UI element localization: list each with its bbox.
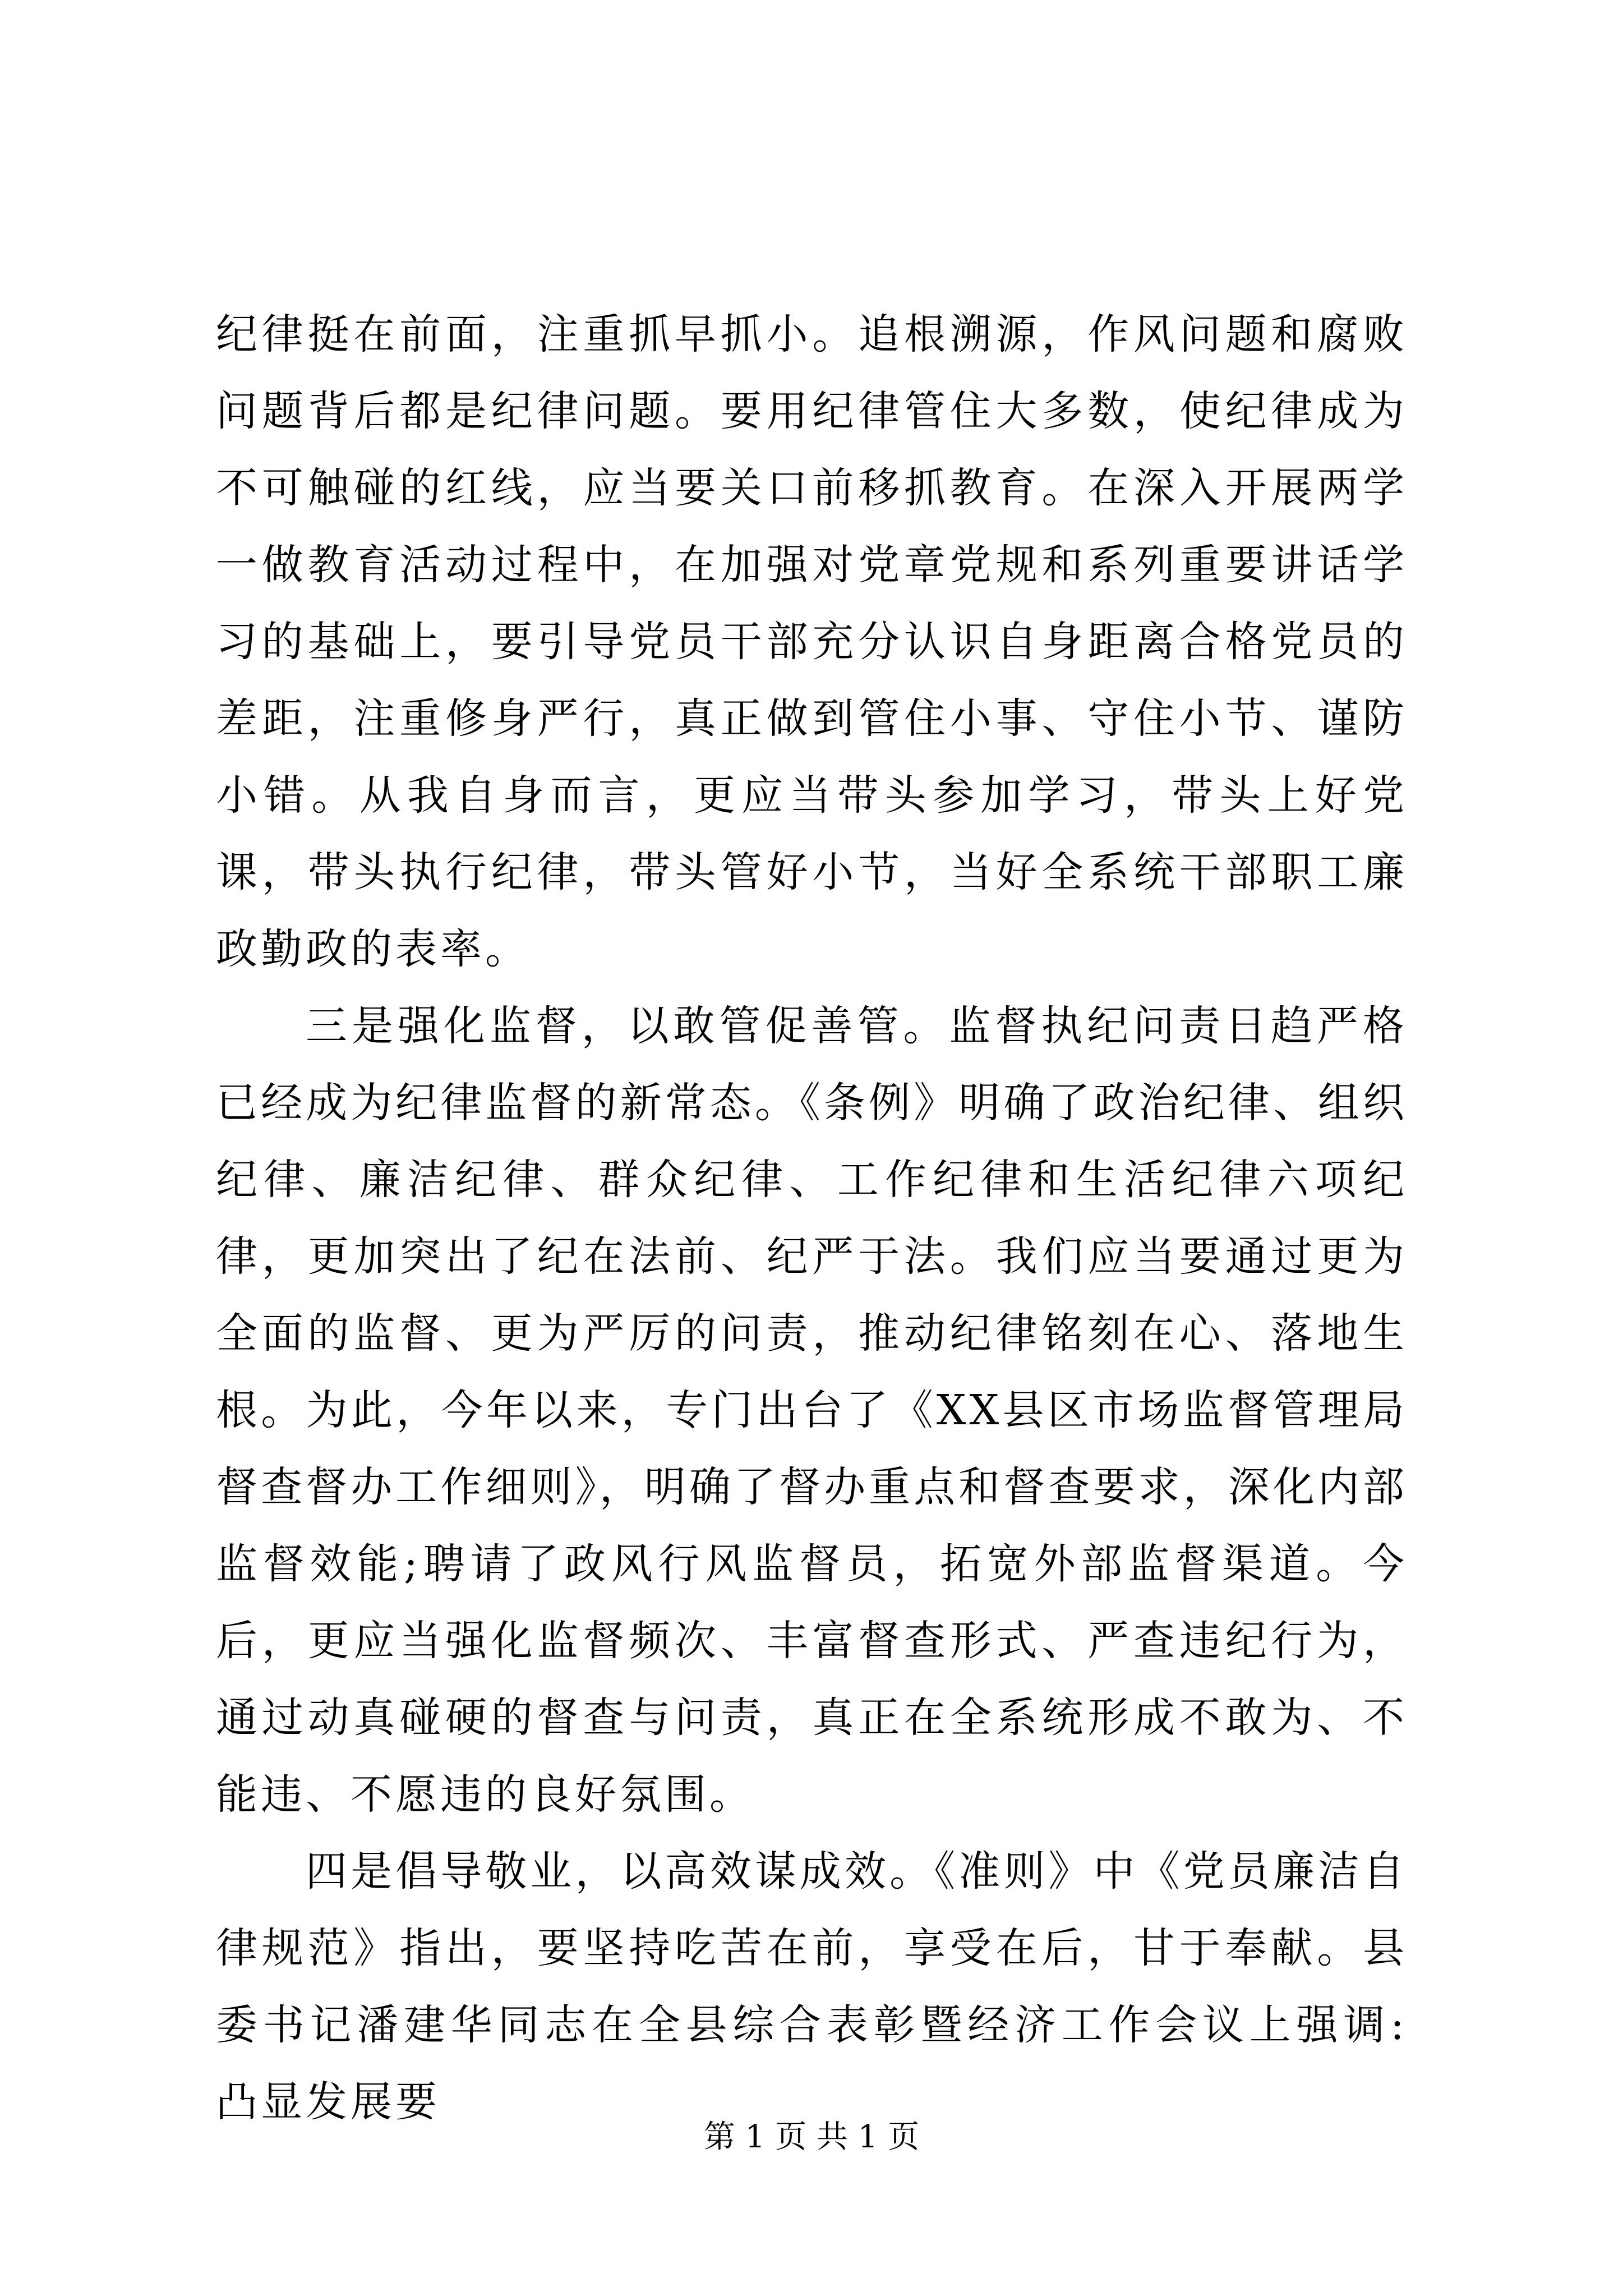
paragraph-2: 三是强化监督，以敢管促善管。监督执纪问责日趋严格已经成为纪律监督的新常态。《条例》明确了政治纪律、组织纪律、廉洁纪律、群众纪律、工作纪律和生活纪律六项纪律，更加突出了纪在法前、纪严于法。我们应当要通过更为全面的监督、更为严厉的问责，推动纪律铭刻在心、落地生根。为此，今年以来，专门出台了《XX县区市场监督管理局督查督办工作细则》，明确了督办重点和督查要求，深化内部监督效能;聘请了政风行风监督员，拓宽外部监督渠道。今后，更应当强化监督频次、丰富督查形式、严查违纪行为，通过动真碰硬的督查与问责，真正在全系统形成不敢为、不能违、不愿违的良好氛围。 <box>216 1002 1408 1819</box>
page-footer: 第 1 页 共 1 页 <box>703 2119 920 2155</box>
paragraph-3: 四是倡导敬业，以高效谋成效。《准则》中《党员廉洁自律规范》指出，要坚持吃苦在前，享受在后，甘于奉献。县委书记潘建华同志在全县综合表彰暨经济工作会议上强调: 凸显发展要 <box>216 1847 1408 2126</box>
paragraph-1: 纪律挺在前面，注重抓早抓小。追根溯源，作风问题和腐败问题背后都是纪律问题。要用纪律管住大多数，使纪律成为不可触碰的红线，应当要关口前移抓教育。在深入开展两学一做教育活动过程中，在加强对党章党规和系列重要讲话学习的基础上，要引导党员干部充分认识自身距离合格党员的差距，注重修身严行，真正做到管住小事、守住小节、谨防小错。从我自身而言，更应当带头参加学习，带头上好党课，带头执行纪律，带头管好小节，当好全系统干部职工廉政勤政的表率。 <box>216 310 1408 973</box>
document-body <box>216 296 1408 2141</box>
